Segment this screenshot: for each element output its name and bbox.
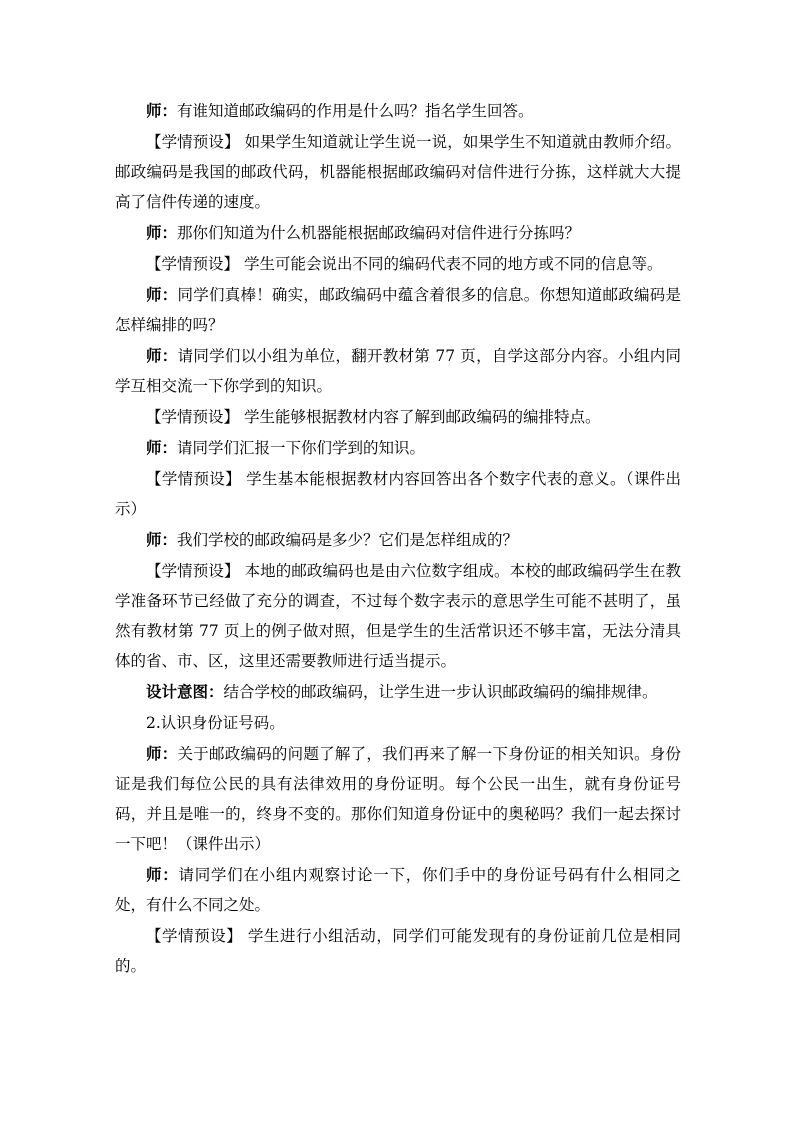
- design-intent-label: 设计意图：: [146, 682, 224, 701]
- paragraph-15: [115, 860, 681, 920]
- paragraph-text: 如果学生知道就让学生说一说，如果学生不知道就由教师介绍。邮政编码是我国的邮政代码，机器能根据邮政编码对信件进行分拣，这样就大大提高了信件传递的速度。: [115, 133, 681, 211]
- paragraph-6: [115, 341, 681, 401]
- speaker-label: 师：: [146, 438, 178, 457]
- paragraph-text: 我们学校的邮政编码是多少？它们是怎样组成的？: [177, 531, 519, 549]
- preset-label: 【学情预设】: [146, 927, 243, 945]
- paragraph-text: 请同学们汇报一下你们学到的知识。: [177, 439, 426, 457]
- preset-label: 【学情预设】: [146, 408, 240, 426]
- preset-label: 【学情预设】: [146, 470, 241, 488]
- paragraph-text: 学生能够根据教材内容了解到邮政编码的编排特点。: [239, 408, 601, 426]
- document-body: [115, 96, 681, 982]
- paragraph-text: 请同学们在小组内观察讨论一下，你们手中的身份证号码有什么相同之处，有什么不同之处。: [115, 866, 681, 914]
- paragraph-8: [115, 433, 681, 463]
- paragraph-4: [115, 249, 681, 279]
- paragraph-text: 学生可能会说出不同的编码代表不同的地方或不同的信息等。: [239, 255, 663, 273]
- paragraph-text: 结合学校的邮政编码，让学生进一步认识邮政编码的编排规律。: [223, 683, 658, 701]
- section-heading-text: 2.认识身份证号码。: [146, 714, 285, 732]
- paragraph-5: [115, 280, 681, 340]
- preset-label: 【学情预设】: [146, 562, 240, 580]
- paragraph-12: [115, 677, 681, 707]
- paragraph-10: [115, 525, 681, 555]
- speaker-label: 师：: [146, 865, 179, 884]
- section-heading: [115, 708, 681, 738]
- paragraph-text: 有谁知道邮政编码的作用是什么吗？指名学生回答。: [177, 102, 534, 120]
- paragraph-1: [115, 96, 681, 126]
- speaker-label: 师：: [146, 223, 178, 242]
- paragraph-16: [115, 921, 681, 981]
- paragraph-9: [115, 464, 681, 524]
- paragraph-11: [115, 556, 681, 676]
- speaker-label: 师：: [146, 744, 178, 763]
- speaker-label: 师：: [146, 530, 178, 549]
- paragraph-text: 关于邮政编码的问题了解了，我们再来了解一下身份证的相关知识。身份证是我们每位公民的具有法律效用的身份证明。每个公民一出生，就有身份证号码，并且是唯一的，终身不变的。那你们知道身份证中的奥秘吗？我们一起去探讨一下吧！（课件出示）: [115, 745, 681, 853]
- paragraph-3: [115, 218, 681, 248]
- preset-label: 【学情预设】: [146, 255, 240, 273]
- paragraph-text: 本地的邮政编码也是由六位数字组成。本校的邮政编码学生在教学准备环节已经做了充分的调查，不过每个数字表示的意思学生可能不甚明了，虽然有教材第 77 页上的例子做对照，但是学生的生活常识还不够丰富，无法分清具体的省、市、区，这里还需要教师进行适当提示。: [115, 562, 681, 670]
- speaker-label: 师：: [146, 346, 178, 365]
- paragraph-7: [115, 402, 681, 432]
- preset-label: 【学情预设】: [146, 133, 240, 151]
- paragraph-14: [115, 739, 681, 859]
- paragraph-2: [115, 127, 681, 217]
- speaker-label: 师：: [146, 101, 178, 120]
- paragraph-text: 学生基本能根据教材内容回答出各个数字代表的意义。（课件出示）: [115, 470, 681, 518]
- paragraph-text: 请同学们以小组为单位，翻开教材第 77 页，自学这部分内容。小组内同学互相交流一下你学到的知识。: [115, 347, 681, 395]
- paragraph-text: 同学们真棒！确实，邮政编码中蕴含着很多的信息。你想知道邮政编码是怎样编排的吗？: [115, 286, 681, 334]
- speaker-label: 师：: [146, 285, 178, 304]
- paragraph-text: 学生进行小组活动，同学们可能发现有的身份证前几位是相同的。: [115, 927, 681, 975]
- paragraph-text: 那你们知道为什么机器能根据邮政编码对信件进行分拣吗？: [177, 224, 581, 242]
